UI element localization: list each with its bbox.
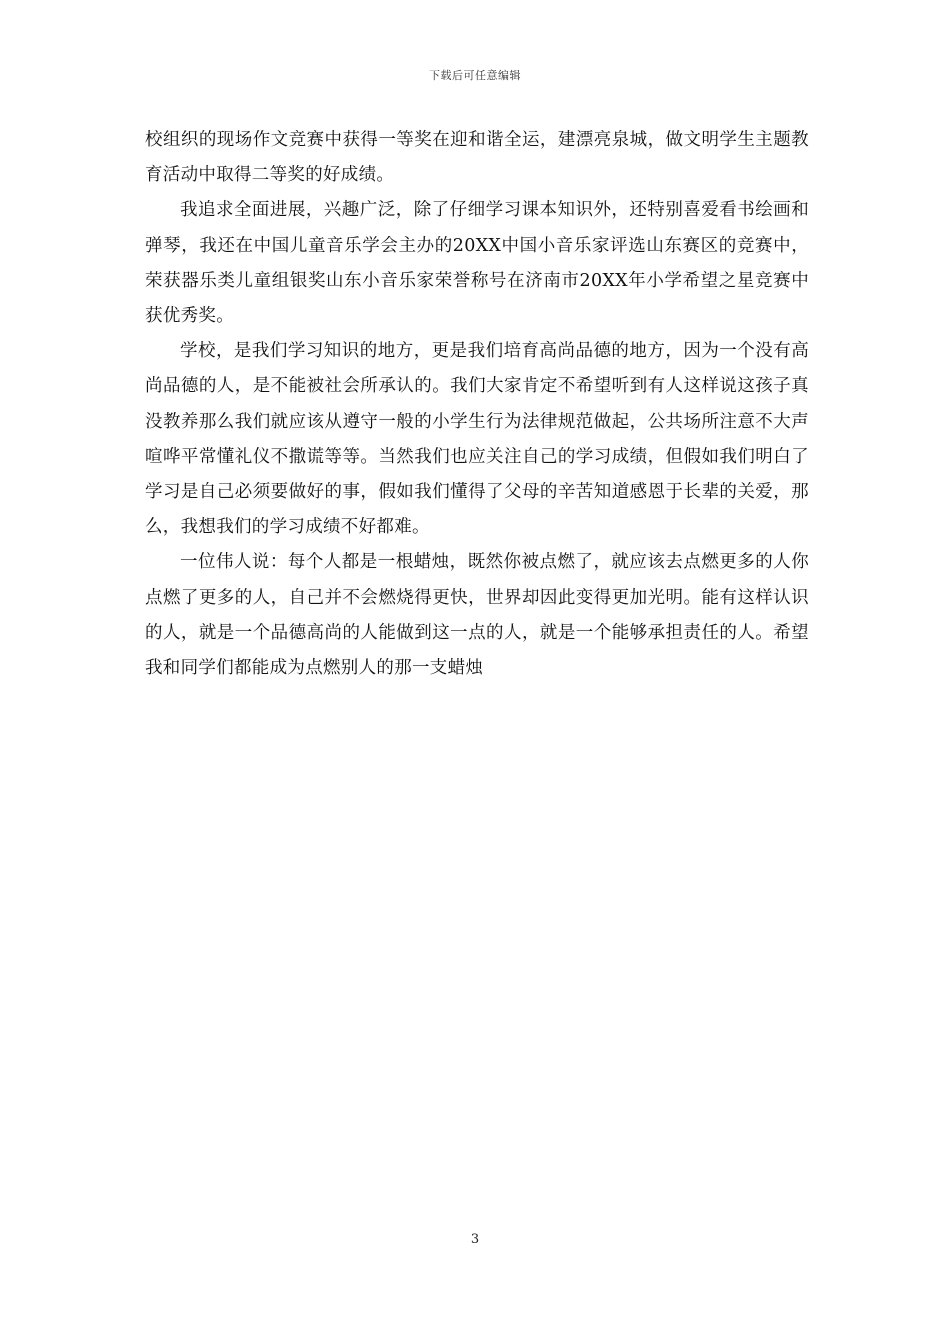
document-body (145, 123, 809, 686)
paragraph-3: 学校，是我们学习知识的地方，更是我们培育高尚品德的地方，因为一个没有高尚品德的人，是不能被社会所承认的。我们大家肯定不希望听到有人这样说这孩子真没教养那么我们就应该从遵守一般的小学生行为法律规范做起，公共场所注意不大声喧哗平常懂礼仪不撒谎等等。当然我们也应关注自己的学习成绩，但假如我们明白了学习是自己必须要做好的事，假如我们懂得了父母的辛苦知道感恩于长辈的关爱，那么，我想我们的学习成绩不好都难。 (145, 341, 809, 538)
paragraph-1: 校组织的现场作文竞赛中获得一等奖在迎和谐全运，建漂亮泉城，做文明学生主题教育活动中取得二等奖的好成绩。 (145, 130, 809, 186)
paragraph-4: 一位伟人说：每个人都是一根蜡烛，既然你被点燃了，就应该去点燃更多的人你点燃了更多的人，自己并不会燃烧得更快，世界却因此变得更加光明。能有这样认识的人，就是一个品德高尚的人能做到这一点的人，就是一个能够承担责任的人。希望我和同学们都能成为点燃别人的那一支蜡烛 (145, 552, 809, 679)
paragraph-2: 我追求全面进展，兴趣广泛，除了仔细学习课本知识外，还特别喜爱看书绘画和弹琴，我还在中国儿童音乐学会主办的20XX中国小音乐家评选山东赛区的竞赛中，荣获器乐类儿童组银奖山东小音乐家荣誉称号在济南市20XX年小学希望之星竞赛中获优秀奖。 (145, 200, 809, 327)
page-header: 下载后可任意编辑 (429, 69, 521, 82)
page-number: 3 (470, 1232, 480, 1247)
